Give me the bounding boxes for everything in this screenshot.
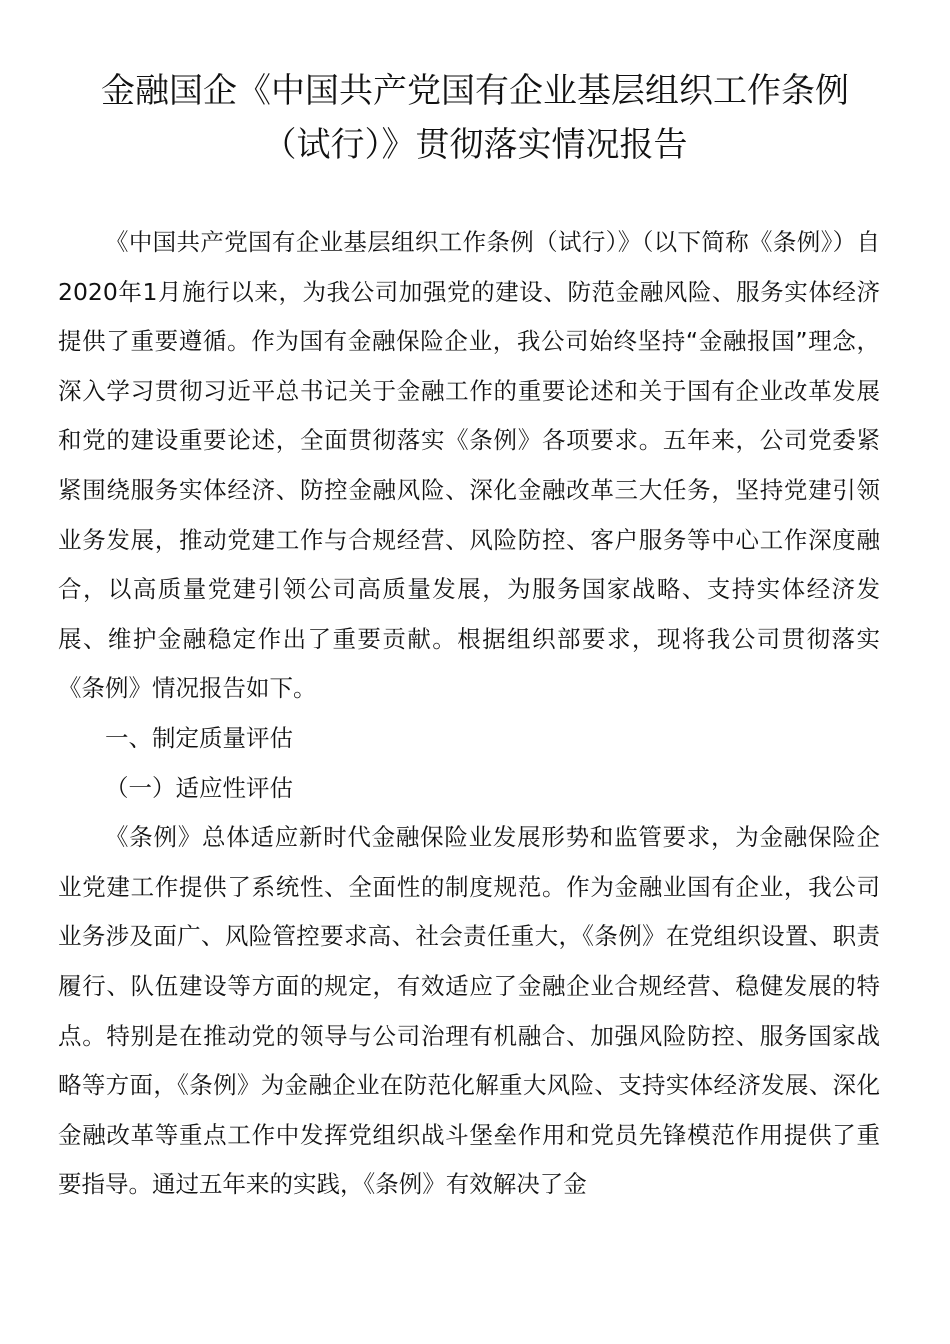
document-body [58,218,880,1210]
section-heading-1: 一、制定质量评估 [105,723,293,752]
document-title [60,64,890,172]
subsection-heading-1-1: （一）适应性评估 [105,773,293,802]
intro-paragraph: 《中国共产党国有企业基层组织工作条例（试行）》（以下简称《条例》）自2020年1月施行以来，为我公司加强党的建设、防范金融风险、服务实体经济提供了重要遵循。作为国有金融保险企业，我公司始终坚持“金融报国”理念，深入学习贯彻习近平总书记关于金融工作的重要论述和关于国有企业改革发展和党的建设重要论述，全面贯彻落实《条例》各项要求。五年来，公司党委紧紧围绕服务实体经济、防控金融风险、深化金融改革三大任务，坚持党建引领业务发展，推动党建工作与合规经营、风险防控、客户服务等中心工作深度融合，以高质量党建引领公司高质量发展，为服务国家战略、支持实体经济发展、维护金融稳定作出了重要贡献。根据组织部要求，现将我公司贯彻落实《条例》情况报告如下。 [58,228,880,703]
title-line-1: 金融国企《中国共产党国有企业基层组织工作条例 [101,71,849,111]
title-line-2: （试行）》贯彻落实情况报告 [262,125,688,165]
adaptability-paragraph: 《条例》总体适应新时代金融保险业发展形势和监管要求，为金融保险企业党建工作提供了系统性、全面性的制度规范。作为金融业国有企业，我公司业务涉及面广、风险管控要求高、社会责任重大，《条例》在党组织设置、职责履行、队伍建设等方面的规定，有效适应了金融企业合规经营、稳健发展的特点。特别是在推动党的领导与公司治理有机融合、加强风险防控、服务国家战略等方面，《条例》为金融企业在防范化解重大风险、支持实体经济发展、深化金融改革等重点工作中发挥党组织战斗堡垒作用和党员先锋模范作用提供了重要指导。通过五年来的实践，《条例》有效解决了金 [58,823,880,1199]
